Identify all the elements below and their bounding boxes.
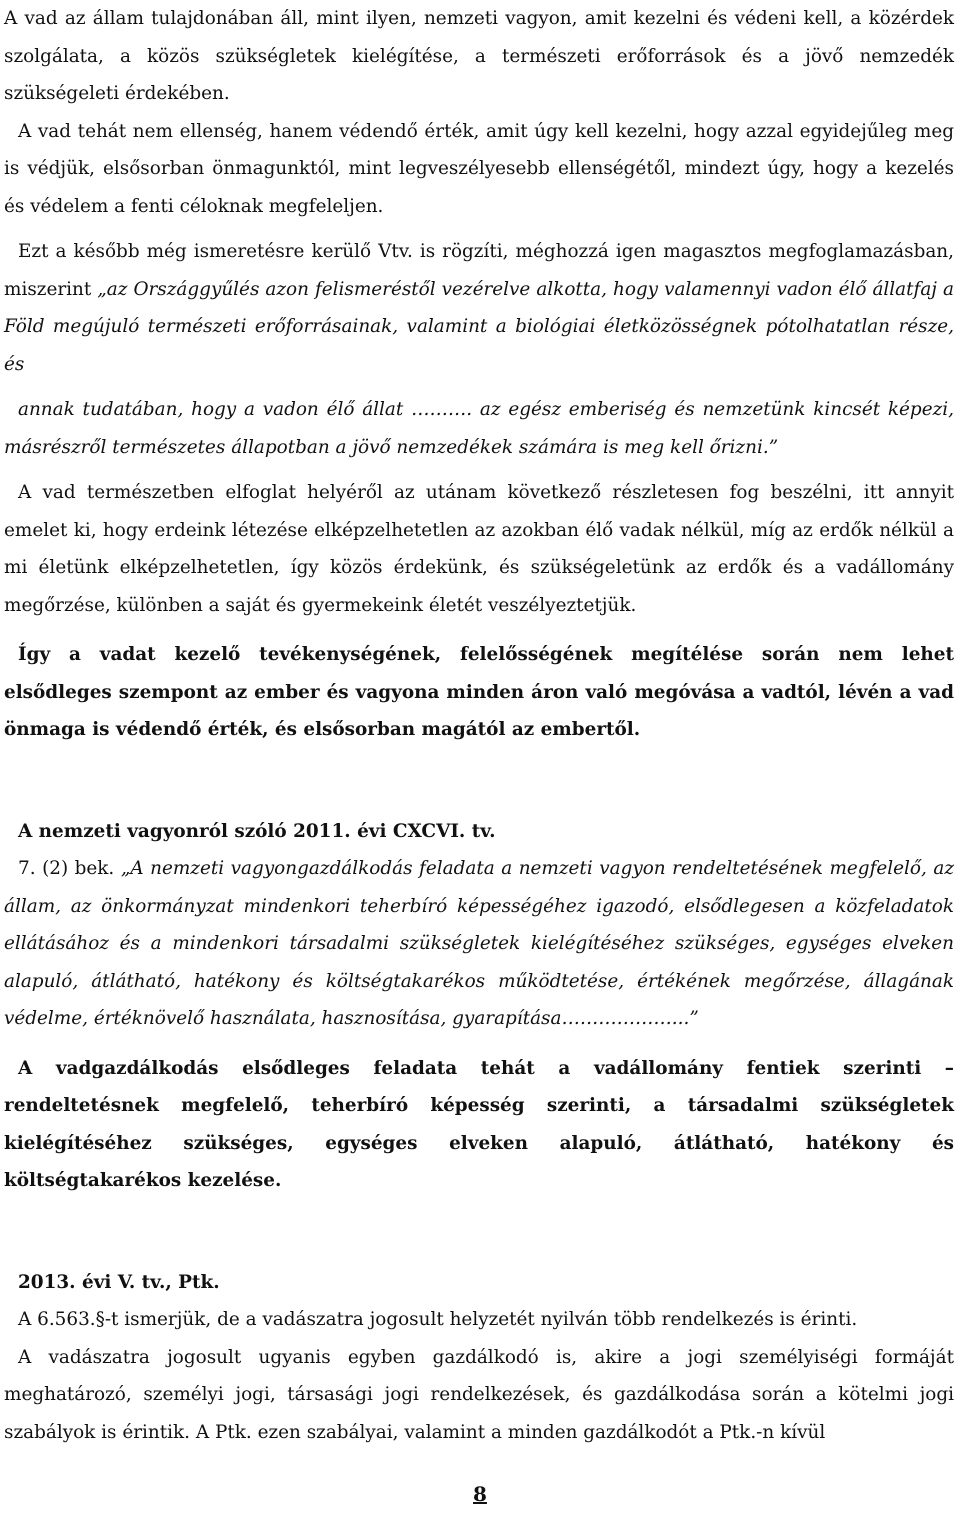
national-property-quote-text: „A nemzeti vagyongazdálkodás feladata a nemzeti vagyon rendeltetésének megfelelő, az állam, az önkormányzat mindenkori teherbíró képességéhez igazodó, elsődlegesen a közfeladatok ellátásához és a mindenkori társadalmi szükségletek kielégítéséhez szükséges, egységes elveken alapuló, átlátható, hatékony és költségtakarékos működtetése, értékének megőrzése, állagának védelme, értéknövelő használata, hasznosítása, gyarapítása………………...” <box>4 858 955 1029</box>
paragraph-game-in-nature: A vad természetben elfoglat helyéről az utánam következő részletesen fog beszélni, itt annyit emelet ki, hogy erdeink létezése elképzelhetetlen az azokban élő vadak nélkül, míg az erdők nélkül a mi életünk elképzelhetetlen, így közös érdekünk, és szükségeletünk az erdők és a vadállomány megőrzése, különben a saját és gyermekeink életét veszélyeztetjük. <box>4 482 954 616</box>
paragraph-game-value: A vad tehát nem ellenség, hanem védendő érték, amit úgy kell kezelni, hogy azzal egyidejűleg meg is védjük, elsősorban önmagunktól, mint legveszélyesebb ellenségétől, mindezt úgy, hogy a kezelés és védelem a fenti céloknak megfeleljen. <box>4 120 954 217</box>
paragraph-vtv-quote-continued: annak tudatában, hogy a vadon élő állat ………. az egész emberiség és nemzetünk kincsét képezi, másrészről természetes állapotban a jövő nemzedékek számára is meg kell őrizni.” <box>4 399 954 458</box>
paragraph-vtv-quote <box>4 233 954 383</box>
paragraph-ptk-section: A 6.563.§-t ismerjük, de a vadászatra jogosult helyzetét nyilván több rendelkezés is érinti. <box>18 1309 858 1330</box>
paragraph-manager-responsibility: Így a vadat kezelő tevékenységének, felelősségének megítélése során nem lehet elsődleges szempont az ember és vagyona minden áron való megóvása a vadtól, lévén a vad önmaga is védendő érték, és elsősorban magától az embertől. <box>4 644 954 740</box>
page-number: 8 <box>473 1482 487 1506</box>
heading-national-property-act: A nemzeti vagyonról szóló 2011. évi CXCVI. tv. <box>18 820 496 842</box>
paragraph-national-property-quote <box>4 850 954 1038</box>
vtv-quote-text: „az Országgyűlés azon felismeréstől vezérelve alkotta, hogy valamennyi vadon élő állatfaj a Föld megújuló természeti erőforrásainak, valamint a biológiai életközösségnek pótolhatatlan része, és <box>4 278 954 375</box>
vtv-lead-text: Ezt a később még ismeretésre kerülő Vtv. is rögzíti, méghozzá igen magasztos megfoglamazásban, miszerint <box>4 241 954 300</box>
paragraph-hunting-right-holder: A vadászatra jogosult ugyanis egyben gazdálkodó is, akire a jogi személyiségi formáját meghatározó, személyi jogi, társasági jogi rendelkezések, és gazdálkodása során a kötelmi jogi szabályok is érintik. A Ptk. ezen szabályai, valamint a minden gazdálkodót a Ptk.-n kívül <box>4 1346 954 1443</box>
heading-civil-code: 2013. évi V. tv., Ptk. <box>18 1271 220 1293</box>
paragraph-game-management-task: A vadgazdálkodás elsődleges feladata tehát a vadállomány fentiek szerinti – rendeltetésnek megfelelő, teherbíró képesség szerinti, a társadalmi szükségletek kielégítéséhez szükséges, egységes elveken alapuló, átlátható, hatékony és költségtakarékos kezelése. <box>4 1057 954 1191</box>
paragraph-state-property: A vad az állam tulajdonában áll, mint ilyen, nemzeti vagyon, amit kezelni és védeni kell, a közérdek szolgálata, a közös szükségletek kielégítése, a természeti erőforrások és a jövő nemzedék szükségeleti érdekében. <box>4 8 954 104</box>
section-reference: 7. (2) bek. <box>18 858 121 879</box>
